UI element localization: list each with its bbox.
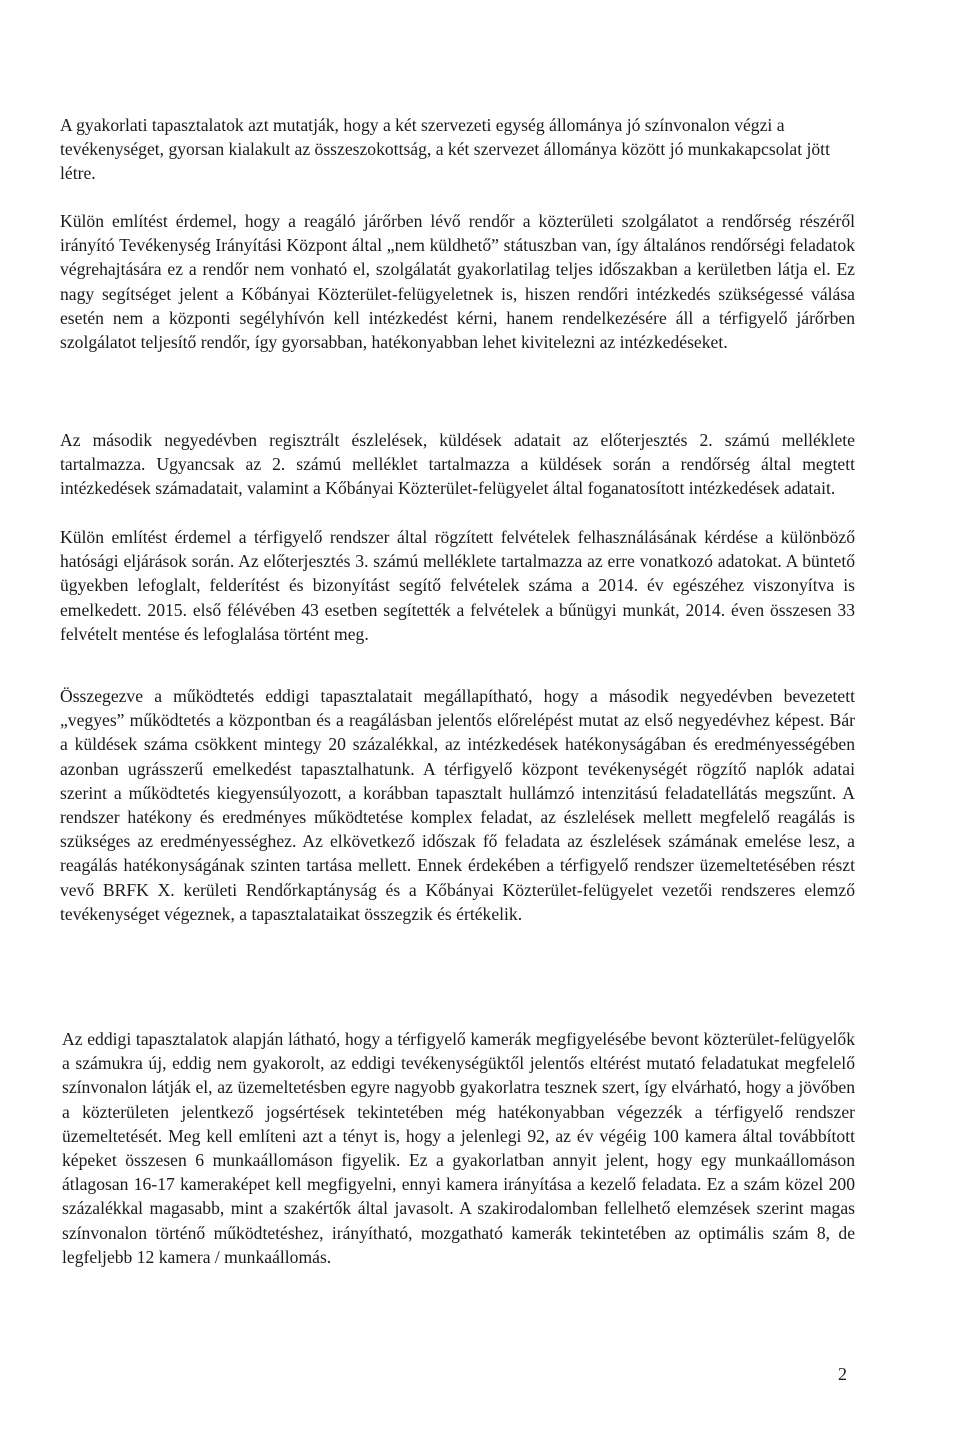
- paragraph-1: A gyakorlati tapasztalatok azt mutatják, hogy a két szervezeti egység állománya jó színvonalon végzi a tevékenységet, gyorsan kialakult az összeszokottság, a két szervezet állománya között jó munkakapcsolat jött létre.: [60, 115, 830, 184]
- paragraph-3: Az második negyedévben regisztrált észlelések, küldések adatait az előterjesztés 2. számú melléklete tartalmazza. Ugyancsak az 2. számú melléklet tartalmazza a küldések során a rendőrség által megtett intézkedések számadatait, valamint a Kőbányai Közterület-felügyelet által foganatosított intézkedések adatait.: [60, 430, 855, 499]
- paragraph-6: Az eddigi tapasztalatok alapján látható, hogy a térfigyelő kamerák megfigyelésébe bevont közterület-felügyelők a számukra új, eddig nem gyakorolt, az eddigi tevékenységüktől jelentős eltérést mutató feladatukat megfelelő színvonalon látják el, az üzemeltetésben egyre nagyobb gyakorlatra tesznek szert, így elvárható, hogy a jövőben a közterületen jelentkező jogsértések tekintetében még hatékonyabban végezzék a térfigyelő rendszer üzemeltetését. Meg kell említeni azt a tényt is, hogy a jelenlegi 92, az év végéig 100 kamera által továbbított képeket összesen 6 munkaállomáson figyelik. Ez a gyakorlatban annyit jelent, hogy egy munkaállomáson átlagosan 16-17 kameraképet kell megfigyelni, ennyi kamera irányítása a kezelő feladata. Ez a szám közel 200 százalékkal magasabb, mint a szakértők által javasolt. A szakirodalomban fellelhető elemzések szerint magas színvonalon történő működtetéshez, irányítható, mozgatható kamerák tekintetében az optimális szám 8, de legfeljebb 12 kamera / munkaállomás.: [62, 1029, 855, 1267]
- paragraph-4: Külön említést érdemel a térfigyelő rendszer által rögzített felvételek felhasználásának kérdése a különböző hatósági eljárások során. Az előterjesztés 3. számú melléklete tartalmazza az erre vonatkozó adatokat. A büntető ügyekben lefoglalt, felderítést és bizonyítást segítő felvételek száma a 2014. év egészéhez viszonyítva is emelkedett. 2015. első félévében 43 esetben segítették a felvételek a bűnügyi munkát, 2014. éven összesen 33 felvételt mentése és lefoglalása történt meg.: [60, 527, 855, 644]
- paragraph-5: Összegezve a működtetés eddigi tapasztalatait megállapítható, hogy a második negyedévben bevezetett „vegyes” működtetés a központban és a reagálásban jelentős előrelépést mutat az első negyedévhez képest. Bár a küldések száma csökkent mintegy 20 százalékkal, az intézkedések hatékonyságában és eredményességében azonban ugrásszerű emelkedést tapasztalhatunk. A térfigyelő központ tevékenységét rögzítő naplók adatai szerint a működtetés kiegyensúlyozott, a korábban tapasztalt hullámzó intenzitású feladatellátás megszűnt. A rendszer hatékony és eredményes működtetése komplex feladat, az észlelések mellett megfelelő reagálás is szükséges az eredményességhez. Az elkövetkező időszak fő feladata az észlelések számának emelése lesz, a reagálás hatékonyságának szinten tartása mellett. Ennek érdekében a térfigyelő rendszer üzemeltetésében részt vevő BRFK X. kerületi Rendőrkaptányság és a Kőbányai Közterület-felügyelet vezetői rendszeres elemző tevékenységet végeznek, a tapasztalataikat összegzik és értékelik.: [60, 686, 855, 924]
- page-number: 2: [838, 1364, 847, 1384]
- paragraph-2: Külön említést érdemel, hogy a reagáló járőrben lévő rendőr a közterületi szolgálatot a rendőrség részéről irányító Tevékenység Irányítási Központ által „nem küldhető” státuszban van, így általános rendőrségi feladatok végrehajtására ez a rendőr nem vonható el, szolgálatát gyakorlatilag teljes időszakban a kerületben látja el. Ez nagy segítséget jelent a Kőbányai Közterület-felügyeletnek is, hiszen rendőri intézkedés szükségessé válása esetén nem a központi segélyhívón kell intézkedést kérni, hanem rendelkezésére áll a térfigyelő járőrben szolgálatot teljesítő rendőr, így gyorsabban, hatékonyabban lehet kivitelezni az intézkedéseket.: [60, 211, 855, 353]
